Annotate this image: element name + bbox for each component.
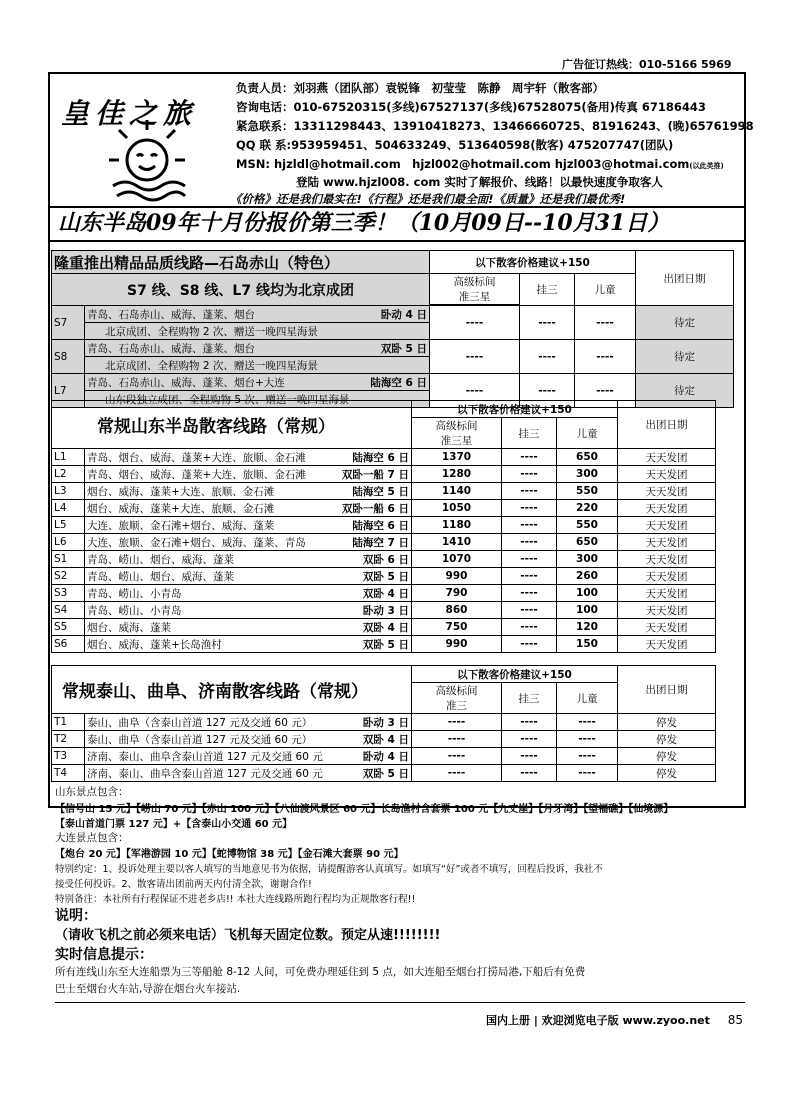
route-code: S4 (52, 602, 85, 619)
route-cell: 青岛、崂山、烟台、威海、蓬莱 双卧 5 日 (85, 568, 412, 585)
route-cell: 烟台、威海、蓬莱+大连、旅顺、金石滩 双卧一船 6 日 (85, 500, 412, 517)
section1-title: 隆重推出精品品质线路—石岛赤山（特色） (52, 251, 430, 274)
dl-items: 【炮台 20 元】【军港游园 10 元】【蛇博物馆 38 元】【金石滩大套票 90 元】 (55, 849, 404, 860)
explain-label: 说明： (55, 908, 97, 924)
price-p2: ---- (502, 449, 557, 466)
price-p1: 790 (412, 585, 502, 602)
route-code: T4 (52, 765, 85, 782)
route-cell: 烟台、威海、蓬莱 双卧 4 日 (85, 619, 412, 636)
table-row (52, 500, 716, 517)
route-cell: 大连、旅顺、金石滩+烟台、威海、蓬莱、青岛 陆海空 7 日 (85, 534, 412, 551)
price-child: 550 (557, 517, 618, 534)
route-cell: 青岛、烟台、威海、蓬莱+大连、旅顺、金石滩 陆海空 6 日 (85, 449, 412, 466)
price-p1: 990 (412, 636, 502, 653)
price-p2: ---- (502, 534, 557, 551)
price-child: 100 (557, 585, 618, 602)
route-cell: 青岛、崂山、小青岛 卧动 3 日 (85, 602, 412, 619)
price-p1: 1280 (412, 466, 502, 483)
route-code: L1 (52, 449, 85, 466)
footer-text: 国内上册 | 欢迎浏览电子版 www.zyoo.net (486, 1014, 710, 1027)
section2-table: 常规山东半岛散客线路（常规） 以下散客价格建议+150 出团日期 高级标间 准三星 挂三 儿童 L1 青岛、烟台、威海、蓬莱+大连、旅顺、金石滩 陆海空 6 日 1370 ---- 650 天天发团 L2 青岛、烟台、威海、蓬莱+大连、旅顺、金石滩 双卧一船 7 日 1280 ---- 300 天天发团 L3 烟台、威海、蓬莱+大连、旅顺、金石滩 陆海空 5 日 1140 ---- 550 天天发团 L4 烟台、威海、蓬莱+大连、旅顺、金石滩 双卧一船 6 日 1050 ---- 220 天天发团 L5 大连、旅顺、金石滩+烟台、威海、蓬莱 陆海空 6 日 1180 ---- 550 天天发团 L6 大连、旅顺、金石滩+烟台、威海、蓬莱、青岛 陆海空 7 日 1410 ---- 650 天天发团 S1 青岛、崂山、烟台、威海、蓬莱 双卧 6 日 1070 ---- 300 天天发团 S2 青岛、崂山、烟台、威海、蓬莱 双卧 5 日 990 ---- 260 天天发团 S3 青岛、崂山、小青岛 双卧 4 日 790 ---- 100 天天发团 S4 青岛、崂山、小青岛 卧动 3 日 860 ---- 100 天天发团 S5 烟台、威海、蓬莱 双卧 4 日 750 ---- 120 天天发团 S6 烟台、威海、蓬莱+长岛渔村 双卧 5 日 990 ---- 150 天天发团 (51, 400, 716, 653)
slogan: 《价格》还是我们最实在!《行程》还是我们最全面!《质量》还是我们最优秀! (230, 192, 626, 206)
table-row (52, 449, 716, 466)
route-cell: 大连、旅顺、金石滩+烟台、威海、蓬莱 陆海空 6 日 (85, 517, 412, 534)
price-p1: ---- (412, 731, 502, 748)
price-p1: 1140 (412, 483, 502, 500)
price-p2: ---- (502, 602, 557, 619)
section3-table: 常规泰山、曲阜、济南散客线路（常规） 以下散客价格建议+150 出团日期 高级标间 准三 挂三 儿童 T1 泰山、曲阜（含泰山首道 127 元及交通 60 元） 卧动 3 日 ---- ---- ---- 停发 T2 泰山、曲阜（含泰山首道 127 元及交通 60 元） 双卧 4 日 ---- ---- ---- 停发 T3 济南、泰山、曲阜含泰山首道 127 元及交通 60 元 卧动 4 日 ---- ---- ---- 停发 T4 济南、泰山、曲阜含泰山首道 127 元及交通 60 元 双卧 5 日 ---- ---- ---- 停发 (51, 665, 716, 782)
price-p2: ---- (502, 483, 557, 500)
ad-hotline: 广告征订热线：010-5166 5969 (562, 58, 732, 71)
table-row (52, 483, 716, 500)
price-p2: ---- (502, 748, 557, 765)
price-p2: ---- (502, 619, 557, 636)
dl-label: 大连景点包含： (55, 832, 129, 844)
price-child: ---- (557, 714, 618, 731)
route-code: S1 (52, 551, 85, 568)
price-p2: ---- (502, 585, 557, 602)
sd-items-2: 【泰山首道门票 127 元】+【含泰山小交通 60 元】 (55, 819, 293, 830)
price-p2: ---- (502, 568, 557, 585)
price-p1: 1070 (412, 551, 502, 568)
price-child: 100 (557, 602, 618, 619)
table-row (52, 748, 716, 765)
price-child: 120 (557, 619, 618, 636)
explain-text: （请收飞机之前必须来电话）飞机每天固定位数。预定从速!!!!!!!! (55, 928, 441, 943)
route-code: L6 (52, 534, 85, 551)
price-p2: ---- (502, 636, 557, 653)
departure: 天天发团 (618, 636, 716, 653)
consult-line: 咨询电话：010-67520315(多线)67527137(多线)67528075(备用)传真 67186443 (236, 100, 706, 114)
sd-items: 【信号山 15 元】【崂山 70 元】【赤山 100 元】【八仙渡风景区 60 元】长岛渔村含套票 100 元【九丈崖】【月牙湾】【望福礁】【仙境源】 (55, 804, 674, 815)
table-row (52, 602, 716, 619)
price-child: 550 (557, 483, 618, 500)
price-child: ---- (557, 765, 618, 782)
route-cell: 青岛、崂山、烟台、威海、蓬莱 双卧 6 日 (85, 551, 412, 568)
departure: 天天发团 (618, 483, 716, 500)
departure: 停发 (618, 748, 716, 765)
departure: 天天发团 (618, 449, 716, 466)
realtime-label: 实时信息提示： (55, 947, 153, 963)
route-code: T1 (52, 714, 85, 731)
staff-line: 负责人员：刘羽燕（团队部）袁锐锋 初莹莹 陈静 周宇轩（散客部） (236, 81, 604, 95)
departure: 天天发团 (618, 466, 716, 483)
table-row (52, 731, 716, 748)
col-p1: 高级标间 准三星 (430, 274, 520, 305)
price-p2: ---- (502, 466, 557, 483)
table-row (52, 636, 716, 653)
table-row (52, 585, 716, 602)
route-code: S2 (52, 568, 85, 585)
special-note-3: 特别备注：本社所有行程保证不进老乡店!! 本社大连线路所跑行程均为正规散客行程!! (55, 894, 416, 905)
departure: 天天发团 (618, 585, 716, 602)
price-p1: ---- (412, 714, 502, 731)
realtime-1: 所有连线山东至大连船票为三等船舱 8-12 人间，可免费办理延住到 5 点，如大连船至烟台打捞局港,下船后有免费 (55, 966, 586, 978)
departure: 天天发团 (618, 534, 716, 551)
emergency-line: 紧急联系：13311298443、13910418273、13466660725、81916243、(晚)65761998 (236, 119, 754, 133)
price-child: 150 (557, 636, 618, 653)
price-child: 260 (557, 568, 618, 585)
logo-text: 皇佳之旅 (61, 97, 198, 130)
route-code: L3 (52, 483, 85, 500)
section1-dep-header: 出团日期 (636, 251, 734, 306)
route-cell: 烟台、威海、蓬莱+大连、旅顺、金石滩 陆海空 5 日 (85, 483, 412, 500)
departure: 天天发团 (618, 500, 716, 517)
price-p2: ---- (502, 500, 557, 517)
departure: 天天发团 (618, 551, 716, 568)
price-child: ---- (557, 731, 618, 748)
route-cell: 泰山、曲阜（含泰山首道 127 元及交通 60 元） 双卧 4 日 (85, 731, 412, 748)
section1-subtitle: S7 线、S8 线、L7 线均为北京成团 (52, 274, 430, 306)
departure: 天天发团 (618, 619, 716, 636)
table-row (52, 568, 716, 585)
route-code: L2 (52, 466, 85, 483)
price-p1: ---- (412, 765, 502, 782)
section2-title: 常规山东半岛散客线路（常规） (52, 401, 412, 449)
table-row (52, 619, 716, 636)
page-number: 85 (727, 1013, 744, 1027)
route-cell: 青岛、烟台、威海、蓬莱+大连、旅顺、金石滩 双卧一船 7 日 (85, 466, 412, 483)
departure: 停发 (618, 731, 716, 748)
departure: 停发 (618, 714, 716, 731)
departure: 天天发团 (618, 517, 716, 534)
route-code: S5 (52, 619, 85, 636)
price-p1: 1180 (412, 517, 502, 534)
route-cell: 烟台、威海、蓬莱+长岛渔村 双卧 5 日 (85, 636, 412, 653)
section1-table: 隆重推出精品品质线路—石岛赤山（特色） 以下散客价格建议+150 出团日期 S7 线、S8 线、L7 线均为北京成团 高级标间 准三星 挂三 儿童 S7 青岛、石岛赤山、威海、蓬莱、烟台 卧动 4 日 ---- ---- ---- 待定 北京成团、全程购物 2 次、赠送一晚四星海景 S8 青岛、石岛赤山、威海、蓬莱、烟台 双卧 5 日 ---- ---- ---- 待定 北京成团、全程购物 2 次、赠送一晚四星海景 L7 青岛、石岛赤山、威海、蓬莱、烟台+大连 陆海空 6 日 ---- ---- ---- 待定 山东段独立成团、全程购物 5 次、赠送一晚四星海景 (51, 250, 734, 408)
route-code: T3 (52, 748, 85, 765)
price-p1: 1410 (412, 534, 502, 551)
divider (55, 1002, 745, 1003)
special-note-1: 特别约定：1、投诉处理主要以客人填写的当地意见书为依据，请提醒游客认真填写。如填写“好”或者不填写，回程后投诉，我社不 (55, 864, 603, 875)
route-cell: 泰山、曲阜（含泰山首道 127 元及交通 60 元） 卧动 3 日 (85, 714, 412, 731)
table-row: L7 青岛、石岛赤山、威海、蓬莱、烟台+大连 陆海空 6 日 ---- ---- ---- 待定 (52, 374, 734, 391)
table-row (52, 714, 716, 731)
table-row (52, 517, 716, 534)
price-p2: ---- (502, 517, 557, 534)
route-code: S3 (52, 585, 85, 602)
price-p1: ---- (412, 748, 502, 765)
route-code: L5 (52, 517, 85, 534)
price-child: 300 (557, 466, 618, 483)
special-note-2: 接受任何投诉。2、散客请出团前两天内付清全款，谢谢合作! (55, 879, 312, 890)
price-p1: 1370 (412, 449, 502, 466)
price-p2: ---- (502, 731, 557, 748)
table-row: S8 青岛、石岛赤山、威海、蓬莱、烟台 双卧 5 日 ---- ---- ---- 待定 (52, 340, 734, 357)
price-child: 650 (557, 449, 618, 466)
col-p3: 儿童 (575, 274, 636, 306)
price-child: 220 (557, 500, 618, 517)
price-p1: 1050 (412, 500, 502, 517)
route-cell: 青岛、崂山、小青岛 双卧 4 日 (85, 585, 412, 602)
price-p1: 860 (412, 602, 502, 619)
price-child: ---- (557, 748, 618, 765)
price-p2: ---- (502, 551, 557, 568)
price-p1: 750 (412, 619, 502, 636)
route-code: T2 (52, 731, 85, 748)
price-p1: 990 (412, 568, 502, 585)
route-cell: 济南、泰山、曲阜含泰山首道 127 元及交通 60 元 双卧 5 日 (85, 765, 412, 782)
section1-price-header: 以下散客价格建议+150 (430, 251, 636, 274)
msn-line: MSN: hjzldl@hotmail.com hjzl002@hotmail.com hjzl003@hotmai.com (236, 157, 690, 171)
route-code: S6 (52, 636, 85, 653)
realtime-2: 巴士至烟台火车站,导游在烟台火车接站. (55, 983, 241, 995)
price-child: 300 (557, 551, 618, 568)
logo (55, 80, 231, 212)
sd-label: 山东景点包含： (55, 786, 129, 798)
section3-title: 常规泰山、曲阜、济南散客线路（常规） (52, 666, 412, 714)
msn-note: (以此类推) (689, 162, 724, 170)
departure: 天天发团 (618, 568, 716, 585)
col-p2: 挂三 (520, 274, 575, 306)
price-child: 650 (557, 534, 618, 551)
qq-line: QQ 联 系:953959451、504633249、513640598(散客) 475207747(团队) (236, 138, 674, 152)
page-title: 山东半岛09年十月份报价第三季！（10月09日--10月31日） (58, 210, 670, 236)
departure: 停发 (618, 765, 716, 782)
route-code: L4 (52, 500, 85, 517)
table-row (52, 765, 716, 782)
price-p2: ---- (502, 714, 557, 731)
login-line: 登陆 www.hjzl008. com 实时了解报价、线路！以最快速度争取客人 (296, 175, 663, 189)
table-row (52, 551, 716, 568)
table-row: S7 青岛、石岛赤山、威海、蓬莱、烟台 卧动 4 日 ---- ---- ---- 待定 (52, 306, 734, 323)
price-p2: ---- (502, 765, 557, 782)
route-cell: 济南、泰山、曲阜含泰山首道 127 元及交通 60 元 卧动 4 日 (85, 748, 412, 765)
departure: 天天发团 (618, 602, 716, 619)
table-row (52, 466, 716, 483)
table-row (52, 534, 716, 551)
